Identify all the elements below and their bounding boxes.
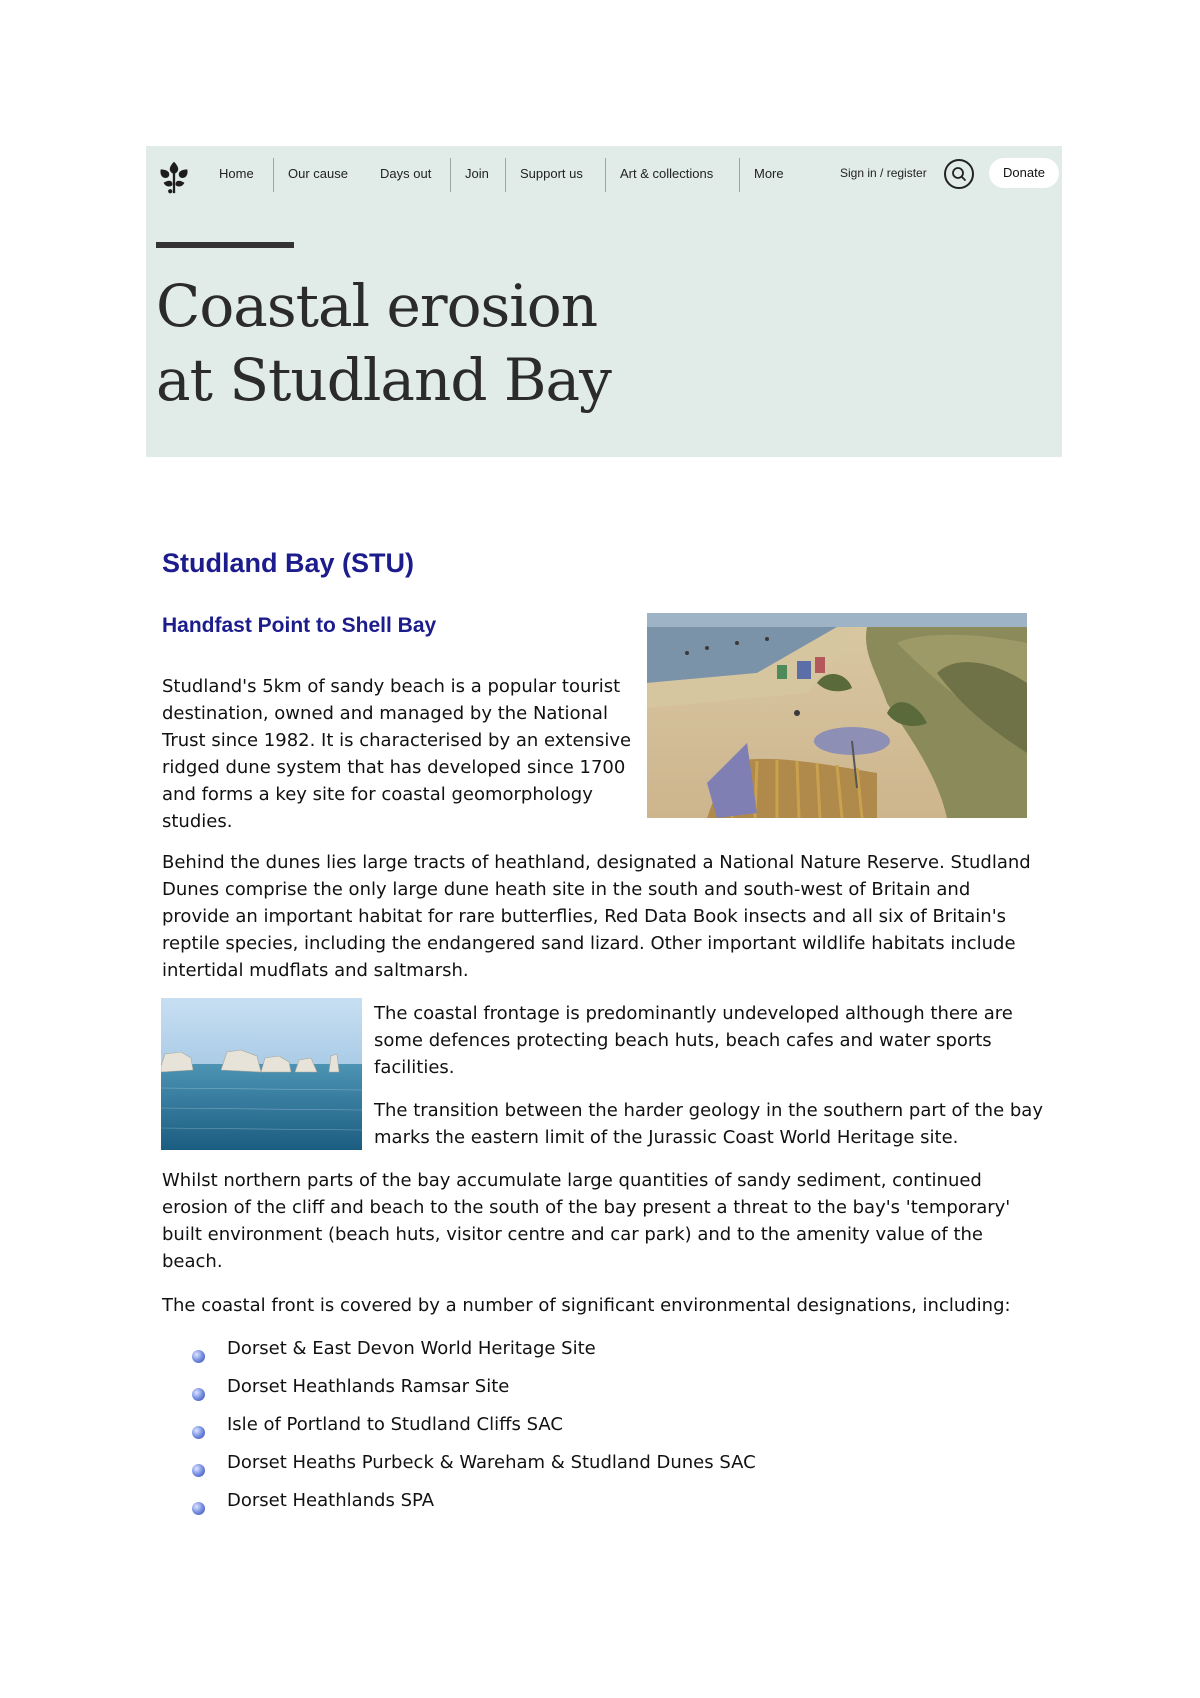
nav-divider bbox=[739, 158, 740, 192]
bullet-icon bbox=[192, 1464, 205, 1477]
top-navigation bbox=[146, 146, 1062, 202]
nav-art-collections[interactable]: Art & collections bbox=[620, 166, 714, 181]
erosion-paragraph: Whilst northern parts of the bay accumulate large quantities of sandy sediment, continued erosion of the cliff and beach to the south of the bay present a threat to the bay's 'temporary' built environment (beach huts, visitor centre and car park) and to the amenity value of the beach. bbox=[162, 1170, 1011, 1272]
intro-paragraph: Studland's 5km of sandy beach is a popular tourist destination, owned and managed by the National Trust since 1982. It is characterised by an extensive ridged dune system that has developed since 1700 and forms a key site for coastal geomorphology studies. bbox=[162, 676, 632, 832]
nav-divider bbox=[505, 158, 506, 192]
designation-label: Dorset Heathlands Ramsar Site bbox=[227, 1376, 510, 1397]
donate-button[interactable]: Donate bbox=[989, 158, 1059, 188]
designation-label: Dorset Heathlands SPA bbox=[227, 1490, 435, 1511]
bullet-icon bbox=[192, 1502, 205, 1515]
article-subheading: Handfast Point to Shell Bay bbox=[162, 614, 437, 637]
bullet-icon bbox=[192, 1350, 205, 1363]
designation-label: Isle of Portland to Studland Cliffs SAC bbox=[227, 1414, 563, 1435]
nav-divider bbox=[273, 158, 274, 192]
bullet-icon bbox=[192, 1426, 205, 1439]
hero-banner bbox=[146, 146, 1062, 457]
heathland-paragraph: Behind the dunes lies large tracts of heathland, designated a National Nature Reserve. Studland Dunes comprise the only large dune heath site in the south and south-west of Britain and provide an important habitat for rare butterflies, Red Data Book insects and all six of Britain's reptile species, including the endangered sand lizard. Other important wildlife habitats include intertidal mudflats and saltmarsh. bbox=[162, 852, 1031, 981]
designations-list bbox=[190, 1335, 756, 1525]
page-title-line-2: at Studland Bay bbox=[156, 346, 611, 414]
beach-dunes-photo bbox=[647, 613, 1027, 818]
page-title-line-1: Coastal erosion bbox=[156, 272, 598, 340]
list-item bbox=[190, 1449, 756, 1487]
page-title bbox=[156, 269, 756, 417]
list-item bbox=[190, 1487, 756, 1525]
designations-intro: The coastal front is covered by a number of significant environmental designations, including: bbox=[162, 1295, 1011, 1316]
nav-our-cause[interactable]: Our cause bbox=[288, 166, 348, 181]
title-rule bbox=[156, 242, 294, 248]
nav-home[interactable]: Home bbox=[219, 166, 254, 181]
nav-divider bbox=[605, 158, 606, 192]
list-item bbox=[190, 1411, 756, 1449]
nav-join[interactable]: Join bbox=[465, 166, 489, 181]
sign-in-link[interactable]: Sign in / register bbox=[840, 166, 927, 180]
nav-more[interactable]: More bbox=[754, 166, 784, 181]
bullet-icon bbox=[192, 1388, 205, 1401]
designation-label: Dorset Heaths Purbeck & Wareham & Studland Dunes SAC bbox=[227, 1452, 756, 1473]
nav-days-out[interactable]: Days out bbox=[380, 166, 432, 181]
article-heading: Studland Bay (STU) bbox=[162, 548, 415, 578]
search-button[interactable] bbox=[944, 159, 974, 189]
nav-support-us[interactable]: Support us bbox=[520, 166, 583, 181]
search-icon bbox=[946, 161, 972, 187]
oak-leaf-logo-icon[interactable] bbox=[155, 158, 193, 196]
frontage-paragraph: The coastal frontage is predominantly undeveloped although there are some defences protecting beach huts, beach cafes and water sports facilities. bbox=[374, 1003, 1013, 1078]
chalk-stacks-photo bbox=[161, 998, 362, 1150]
list-item bbox=[190, 1335, 756, 1373]
designation-label: Dorset & East Devon World Heritage Site bbox=[227, 1338, 596, 1359]
nav-divider bbox=[450, 158, 451, 192]
list-item bbox=[190, 1373, 756, 1411]
geology-paragraph: The transition between the harder geology in the southern part of the bay marks the eastern limit of the Jurassic Coast World Heritage site. bbox=[374, 1100, 1043, 1148]
